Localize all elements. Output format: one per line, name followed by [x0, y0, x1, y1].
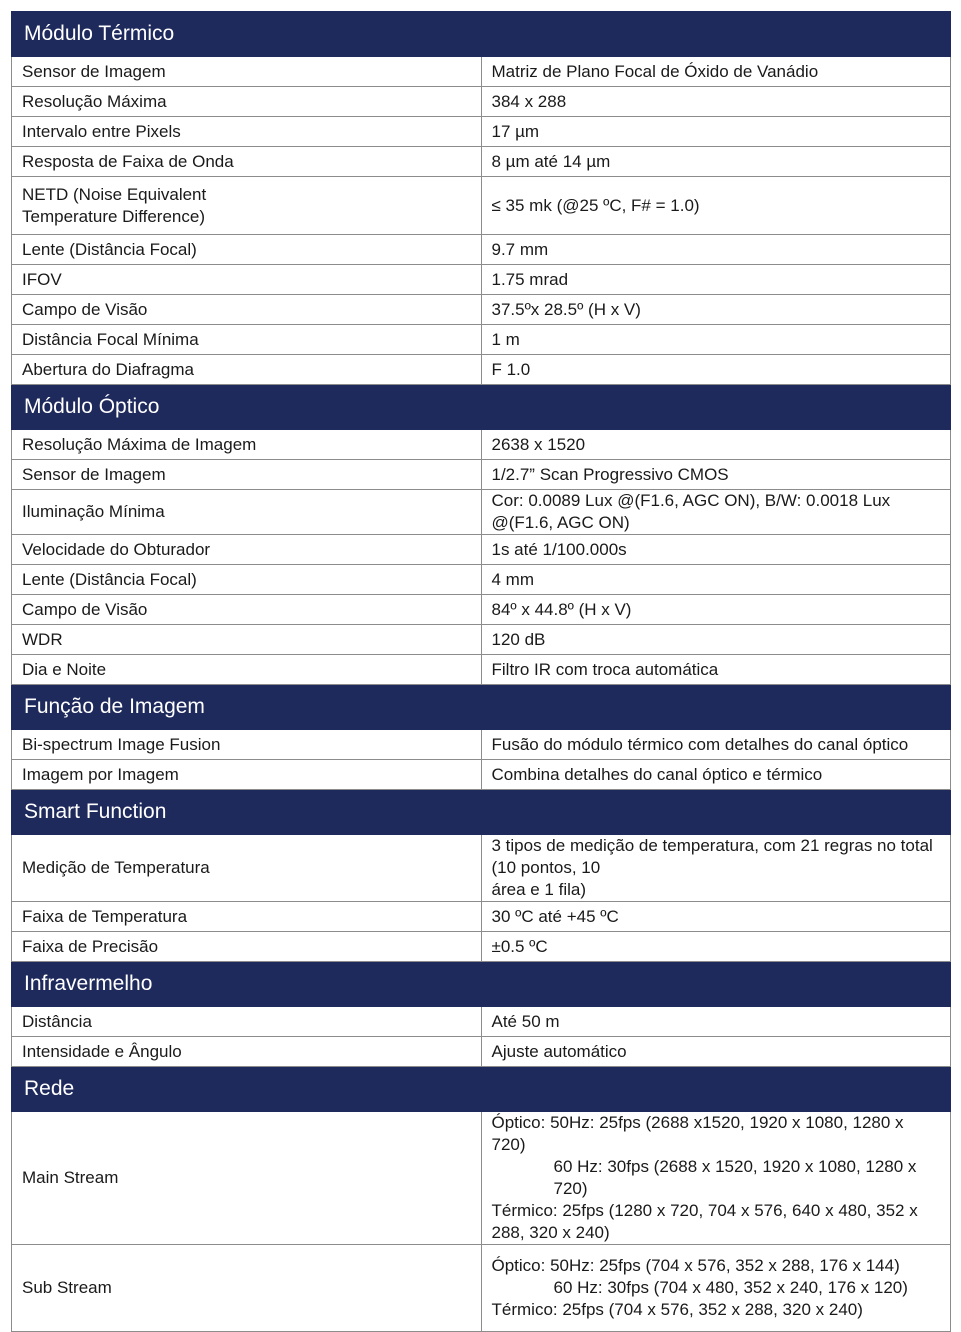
spec-label: IFOV	[12, 265, 482, 295]
spec-value: 37.5ºx 28.5º (H x V)	[481, 295, 951, 325]
section-title: Módulo Óptico	[12, 385, 951, 430]
spec-label: Distância Focal Mínima	[12, 325, 482, 355]
section-title: Módulo Térmico	[12, 12, 951, 57]
spec-label: Lente (Distância Focal)	[12, 565, 482, 595]
table-row	[12, 265, 951, 295]
table-row	[12, 235, 951, 265]
section-header-rede	[12, 1067, 951, 1112]
spec-value: 384 x 288	[481, 87, 951, 117]
spec-value: 1s até 1/100.000s	[481, 535, 951, 565]
spec-value-line: Óptico: 50Hz: 25fps (2688 x1520, 1920 x 1080, 1280 x 720)	[491, 1113, 904, 1154]
table-row	[12, 595, 951, 625]
table-row	[12, 902, 951, 932]
spec-label: Bi-spectrum Image Fusion	[12, 730, 482, 760]
spec-label: Faixa de Temperatura	[12, 902, 482, 932]
spec-label: Intervalo entre Pixels	[12, 117, 482, 147]
spec-value-line: 3 tipos de medição de temperatura, com 21 regras no total (10 pontos, 10	[491, 836, 933, 877]
spec-label: Sensor de Imagem	[12, 460, 482, 490]
spec-label: Sensor de Imagem	[12, 57, 482, 87]
section-header-smart-function	[12, 790, 951, 835]
table-row	[12, 87, 951, 117]
spec-value: Até 50 m	[481, 1007, 951, 1037]
spec-value-line: Térmico: 25fps (704 x 576, 352 x 288, 320 x 240)	[491, 1300, 863, 1319]
spec-value-line: 60 Hz: 30fps (704 x 480, 352 x 240, 176 x 120)	[553, 1278, 908, 1297]
table-row	[12, 655, 951, 685]
table-row	[12, 147, 951, 177]
table-row	[12, 117, 951, 147]
section-header-funcao-de-imagem	[12, 685, 951, 730]
spec-value: 1 m	[481, 325, 951, 355]
table-row	[12, 565, 951, 595]
spec-label: WDR	[12, 625, 482, 655]
spec-value: ≤ 35 mk (@25 ºC, F# = 1.0)	[481, 177, 951, 235]
table-row	[12, 1245, 951, 1332]
spec-label: Faixa de Precisão	[12, 932, 482, 962]
table-row	[12, 535, 951, 565]
spec-value: Ajuste automático	[481, 1037, 951, 1067]
table-row	[12, 57, 951, 87]
spec-value: F 1.0	[481, 355, 951, 385]
table-row	[12, 295, 951, 325]
spec-value: 1.75 mrad	[481, 265, 951, 295]
table-row	[12, 760, 951, 790]
table-row	[12, 460, 951, 490]
table-row	[12, 1007, 951, 1037]
section-header-modulo-termico	[12, 12, 951, 57]
spec-label-line: Temperature Difference)	[22, 206, 205, 226]
spec-label: Lente (Distância Focal)	[12, 235, 482, 265]
spec-label: Abertura do Diafragma	[12, 355, 482, 385]
spec-label: Velocidade do Obturador	[12, 535, 482, 565]
spec-value: Fusão do módulo térmico com detalhes do canal óptico	[481, 730, 951, 760]
spec-label: Resolução Máxima de Imagem	[12, 430, 482, 460]
table-row	[12, 730, 951, 760]
section-title: Smart Function	[12, 790, 951, 835]
table-row	[12, 835, 951, 902]
table-row	[12, 177, 951, 235]
spec-label: Iluminação Mínima	[12, 490, 482, 535]
section-title: Rede	[12, 1067, 951, 1112]
spec-label: Intensidade e Ângulo	[12, 1037, 482, 1067]
spec-label: Resposta de Faixa de Onda	[12, 147, 482, 177]
table-row	[12, 430, 951, 460]
spec-label: Resolução Máxima	[12, 87, 482, 117]
spec-value: Filtro IR com troca automática	[481, 655, 951, 685]
spec-value	[481, 1245, 951, 1332]
spec-label: Medição de Temperatura	[12, 835, 482, 902]
table-row	[12, 1112, 951, 1245]
table-row	[12, 932, 951, 962]
spec-table	[11, 11, 951, 1332]
spec-label-line: NETD (Noise Equivalent	[22, 184, 207, 204]
spec-label: Campo de Visão	[12, 295, 482, 325]
spec-value: 120 dB	[481, 625, 951, 655]
spec-value	[481, 835, 951, 902]
spec-value: 8 µm até 14 µm	[481, 147, 951, 177]
spec-value: 30 ºC até +45 ºC	[481, 902, 951, 932]
spec-value: 84º x 44.8º (H x V)	[481, 595, 951, 625]
spec-value: ±0.5 ºC	[481, 932, 951, 962]
spec-label: Campo de Visão	[12, 595, 482, 625]
spec-value: Combina detalhes do canal óptico e térmico	[481, 760, 951, 790]
section-header-modulo-optico	[12, 385, 951, 430]
table-row	[12, 355, 951, 385]
spec-value-line: área e 1 fila)	[491, 880, 586, 899]
spec-label: Sub Stream	[12, 1245, 482, 1332]
spec-label: Dia e Noite	[12, 655, 482, 685]
spec-value-line: 60 Hz: 30fps (2688 x 1520, 1920 x 1080, 1280 x 720)	[553, 1157, 917, 1198]
spec-value: Cor: 0.0089 Lux @(F1.6, AGC ON), B/W: 0.0018 Lux @(F1.6, AGC ON)	[481, 490, 951, 535]
section-header-infravermelho	[12, 962, 951, 1007]
spec-value: 2638 x 1520	[481, 430, 951, 460]
spec-label: Imagem por Imagem	[12, 760, 482, 790]
spec-value: 17 µm	[481, 117, 951, 147]
table-row	[12, 1037, 951, 1067]
spec-value-line: Térmico: 25fps (1280 x 720, 704 x 576, 640 x 480, 352 x 288, 320 x 240)	[491, 1201, 918, 1242]
spec-value-line: Óptico: 50Hz: 25fps (704 x 576, 352 x 288, 176 x 144)	[491, 1256, 900, 1275]
section-title: Infravermelho	[12, 962, 951, 1007]
section-title: Função de Imagem	[12, 685, 951, 730]
spec-label: Main Stream	[12, 1112, 482, 1245]
spec-label: Distância	[12, 1007, 482, 1037]
spec-value: 1/2.7” Scan Progressivo CMOS	[481, 460, 951, 490]
table-row	[12, 625, 951, 655]
spec-value: Matriz de Plano Focal de Óxido de Vanádio	[481, 57, 951, 87]
spec-value: 9.7 mm	[481, 235, 951, 265]
table-row	[12, 325, 951, 355]
spec-label	[12, 177, 482, 235]
table-row	[12, 490, 951, 535]
spec-value: 4 mm	[481, 565, 951, 595]
spec-value	[481, 1112, 951, 1245]
